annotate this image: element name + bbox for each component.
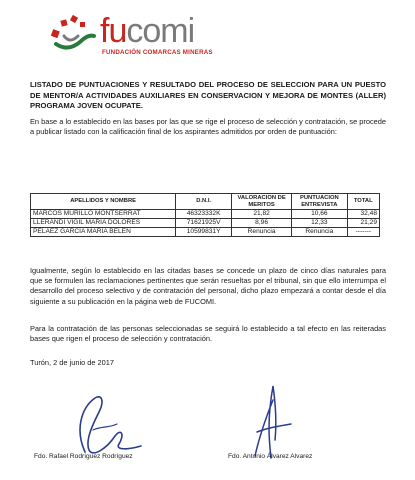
intro-paragraph: En base a lo establecido en las bases por las que se rige el proceso de selección y contratación, se procede a publicar listado con la calificación final de los aspirantes admitidos por orden de puntuación: [30,117,386,137]
cell-total: 32,48 [347,210,379,219]
header-dni: D.N.I. [176,194,232,210]
table-row [31,210,380,219]
fucomi-logo [50,10,230,58]
claims-paragraph: Igualmente, según lo establecido en las citadas bases se concede un plazo de cinco días naturales para que se formulen las reclamaciones pertinentes que serán resueltas por el tribunal, sin que ello interrumpa el desarrollo del proceso selectivo y de contratación del personal, dicho plazo empezará a contar desde el día siguiente a su publicación en la página web de FUCOMI. [30,266,386,306]
scores-table [30,193,380,237]
logo-subtitle: FUNDACIÓN COMARCAS MINERAS [102,49,213,56]
signature-2-icon [245,380,295,460]
cell-merits: 21,82 [232,210,292,219]
cell-name: LLERANDI VIGIL MARIA DOLORES [31,219,176,228]
document-date: Turón, 2 de junio de 2017 [30,358,114,367]
cell-interview: Renuncia [292,228,347,237]
cell-name: MARCOS MURILLO MONTSERRAT [31,210,176,219]
cell-total: 21,29 [347,219,379,228]
cell-dni: 10599831Y [176,228,232,237]
table-header-row [31,194,380,210]
fucomi-logo-mark-icon [50,14,98,54]
cell-merits: Renuncia [232,228,292,237]
logo-wordmark: fucomi [100,12,195,50]
table-row [31,228,380,237]
signer-2-name: Fdo. Antonio Álvarez Alvarez [228,453,313,460]
cell-total: ------- [347,228,379,237]
hiring-paragraph: Para la contratación de las personas seleccionadas se seguirá lo establecido a tal efecto en las reiteradas bases que rigen el proceso de selección y contratación. [30,324,386,344]
header-total: TOTAL [347,194,379,210]
signer-1-name: Fdo. Rafael Rodríguez Rodríguez [34,453,133,460]
header-merits: VALORACION DE MERITOS [232,194,292,210]
header-interview: PUNTUACION ENTREVISTA [292,194,347,210]
signature-1-icon [55,390,145,460]
cell-merits: 8,96 [232,219,292,228]
table-row [31,219,380,228]
cell-interview: 10,66 [292,210,347,219]
document-title: LISTADO DE PUNTUACIONES Y RESULTADO DEL PROCESO DE SELECCION PARA UN PUESTO DE MENTOR/A ACTIVIDADES AUXILIARES EN CONSERVACION Y MEJORA DE MONTES (ALLER) PROGRAMA JOVEN OCUPATE. [30,80,386,110]
cell-dni: 71621925V [176,219,232,228]
cell-interview: 12,33 [292,219,347,228]
cell-name: PELAEZ GARCIA MARIA BELEN [31,228,176,237]
header-name: APELLIDOS Y NOMBRE [31,194,176,210]
cell-dni: 46323332K [176,210,232,219]
